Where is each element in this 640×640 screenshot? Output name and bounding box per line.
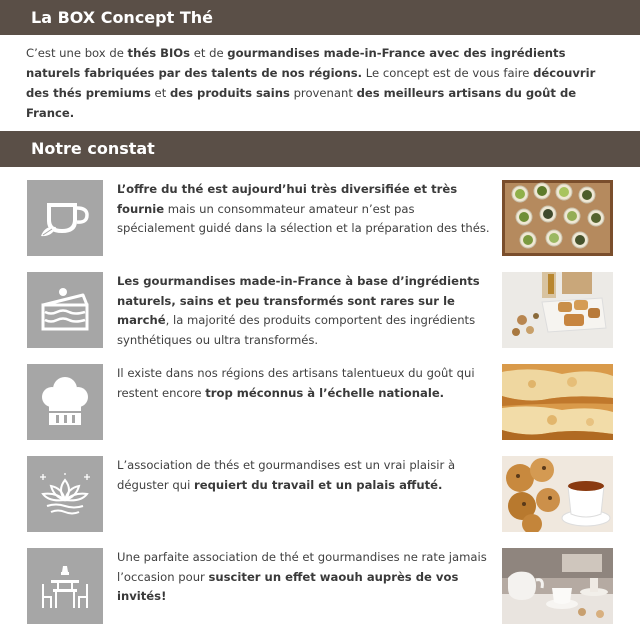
tea-service-photo <box>502 548 613 624</box>
body-text: et de <box>190 46 228 60</box>
header-banner <box>0 0 640 35</box>
body-text: et <box>150 86 170 100</box>
cake-slice-icon <box>27 272 103 348</box>
body-text: , la majorité des produits comportent des ingrédients synthétiques ou ultra transformés. <box>117 313 476 347</box>
body-text: L’association de thés et gourmandises est un vrai plaisir à déguster qui <box>117 458 456 492</box>
body-text: Le concept est de vous faire <box>362 66 534 80</box>
bold-text: thés BIOs <box>127 46 191 60</box>
row-text <box>117 456 494 495</box>
bold-text: trop méconnus à l’échelle nationale. <box>205 385 445 400</box>
bold-text: L’offre du thé est aujourd’hui très diversifiée et très fournie <box>117 182 458 216</box>
pastries-photo <box>502 364 613 440</box>
biscuits-photo <box>502 272 613 348</box>
tea-cups-photo <box>502 180 613 256</box>
section-title: Notre constat <box>31 139 155 158</box>
tea-and-cookies-photo <box>502 456 613 532</box>
dining-table-icon <box>27 548 103 624</box>
bold-text: Les gourmandises made-in-France à base d’ingrédients naturels, sains et peu transformés sont rares sur le marché <box>117 274 480 327</box>
constat-row <box>0 272 640 350</box>
constat-row <box>0 456 640 534</box>
page-title: La BOX Concept Thé <box>31 8 213 27</box>
body-text: Il existe dans nos régions des artisans talentueux du goût qui restent encore <box>117 366 475 400</box>
row-text <box>117 180 494 239</box>
tea-cup-icon <box>27 180 103 256</box>
lotus-icon <box>27 456 103 532</box>
body-text: C’est une box de <box>26 46 128 60</box>
row-text <box>117 364 494 403</box>
constat-row <box>0 180 640 258</box>
chef-hat-icon <box>27 364 103 440</box>
body-text: provenant <box>289 86 357 100</box>
section-banner <box>0 131 640 167</box>
row-text <box>117 548 494 607</box>
bold-text: des produits sains <box>169 86 290 100</box>
bold-text: gourmandises made-in-France avec des ingrédients naturels fabriquées par des talents de nos régions. <box>26 46 566 80</box>
body-text: Une parfaite association de thé et gourmandises ne rate jamais l’occasion pour <box>117 550 487 584</box>
constat-row <box>0 548 640 626</box>
row-text <box>117 272 494 350</box>
intro-paragraph <box>26 43 616 123</box>
bold-text: des meilleurs artisans du goût de France. <box>26 86 577 120</box>
bold-text: découvrir des thés premiums <box>26 66 596 100</box>
body-text: mais un consommateur amateur n’est pas spécialement guidé dans la sélection et la préparation des thés. <box>117 201 490 235</box>
bold-text: requiert du travail et un palais affuté. <box>193 477 443 492</box>
constat-row <box>0 364 640 442</box>
bold-text: susciter un effet waouh auprès de vos invités! <box>117 569 459 603</box>
